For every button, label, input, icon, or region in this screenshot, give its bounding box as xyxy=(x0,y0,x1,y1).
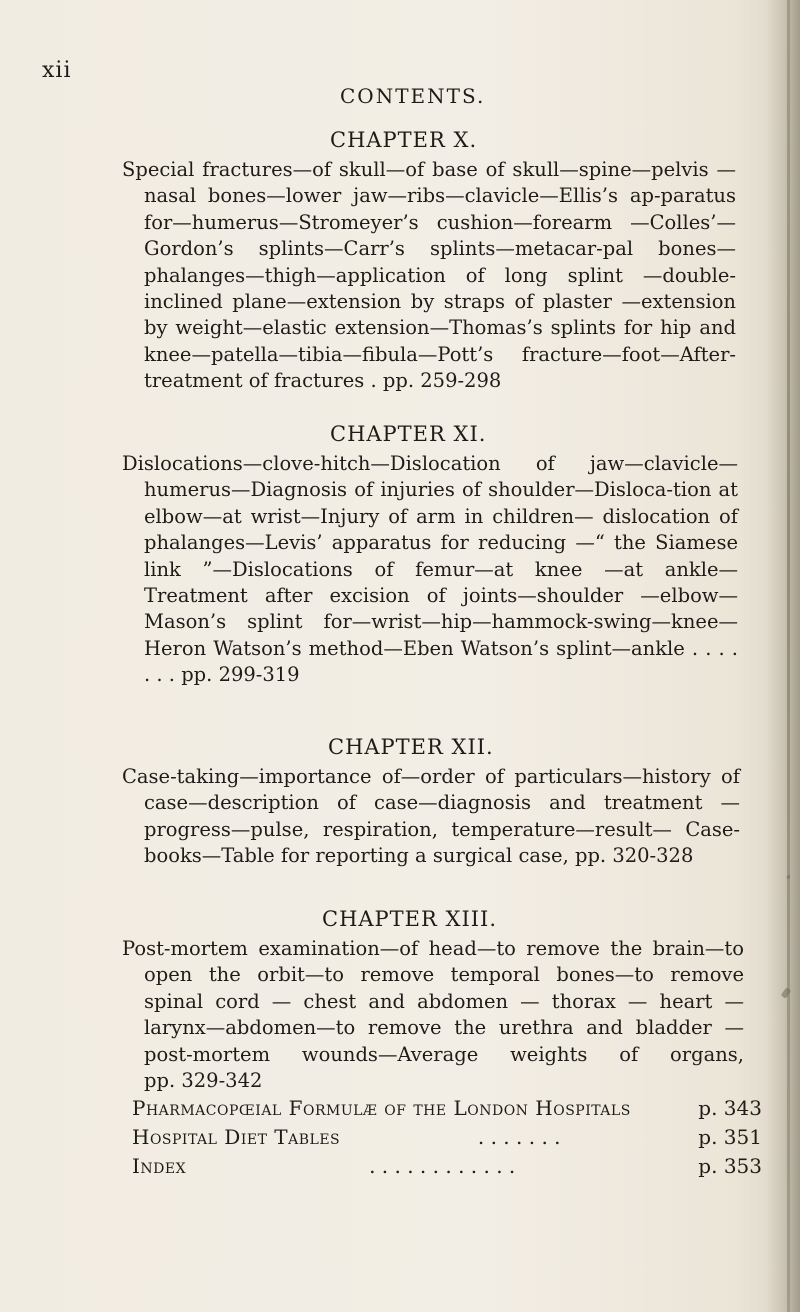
chapter-summary xyxy=(122,451,738,689)
entry-page: p. 353 xyxy=(698,1154,762,1178)
back-matter-entry xyxy=(132,1154,762,1182)
chapter-summary xyxy=(122,764,740,870)
chapter-summary-text: Post-mortem examination—of head—to remove the brain—to open the orbit—to remove temporal bones—to remove spinal cord — chest and abdomen — thorax — heart — larynx—abdomen—to remove the urethra and bladder —post-mortem wounds—Average weights of organs, xyxy=(122,937,744,1066)
entry-dots: . . . . . . . . . . . . xyxy=(369,1154,516,1178)
chapter-summary xyxy=(122,157,736,395)
chapter-heading: CHAPTER X. xyxy=(330,128,478,152)
back-matter-entry xyxy=(132,1125,762,1153)
chapter-heading: CHAPTER XIII. xyxy=(322,907,498,931)
chapter-page-range: pp. 329-342 xyxy=(144,1069,263,1093)
chapter-heading: CHAPTER XI. xyxy=(330,422,487,446)
entry-label: Hospital Diet Tables xyxy=(132,1125,341,1149)
chapter-summary-text: Case-taking—importance of—order of particulars—history of case—description of case—diagnosis and treatment —progress—pulse, respiration, temperature—result— Case-books—Table for reporting a surgical case, xyxy=(122,765,740,868)
back-matter-entry xyxy=(132,1096,762,1124)
chapter-page-range: pp. 299-319 xyxy=(181,663,300,687)
chapter-heading: CHAPTER XII. xyxy=(328,735,494,759)
chapter-summary-text: Dislocations—clove-hitch—Dislocation of jaw—clavicle— humerus—Diagnosis of injuries of shoulder—Disloca-tion at elbow—at wrist—Injury of arm in children— dislocation of phalanges—Levis’ apparatus for reducing —“ the Siamese link ”—Dislocations of femur—at knee —at ankle—Treatment after excision of joints—shoulder —elbow—Mason’s splint for—wrist—hip—hammock-swing—knee—Heron Watson’s method—Eben Watson’s splint—ankle . . . . . . . xyxy=(122,452,738,687)
chapter-summary-text: Special fractures—of skull—of base of skull—spine—pelvis —nasal bones—lower jaw—ribs—clavicle—Ellis’s ap-paratus for—humerus—Stromeyer’s cushion—forearm —Colles’—Gordon’s splints—Carr’s splints—metacar-pal bones—phalanges—thigh—application of long splint —double-inclined plane—extension by straps of plaster —extension by weight—elastic extension—Thomas’s splints for hip and knee—patella—tibia—fibula—Pott’s fracture—foot—After-treatment of fractures . xyxy=(122,158,736,393)
chapter-summary xyxy=(122,936,744,1094)
page-folio: xii xyxy=(42,58,72,83)
page-edge-shadow xyxy=(766,0,800,1312)
entry-page: p. 343 xyxy=(698,1096,762,1120)
entry-page: p. 351 xyxy=(698,1125,762,1149)
entry-label: Index xyxy=(132,1154,187,1178)
entry-label: Pharmacopœial Formulæ of the London Hospitals xyxy=(132,1096,631,1120)
chapter-page-range: pp. 320-328 xyxy=(574,844,694,868)
running-head: CONTENTS. xyxy=(340,84,486,108)
page-edge-line xyxy=(787,0,790,1312)
chapter-page-range: pp. 259-298 xyxy=(382,369,502,393)
entry-dots: . . . . . . . xyxy=(477,1125,561,1149)
